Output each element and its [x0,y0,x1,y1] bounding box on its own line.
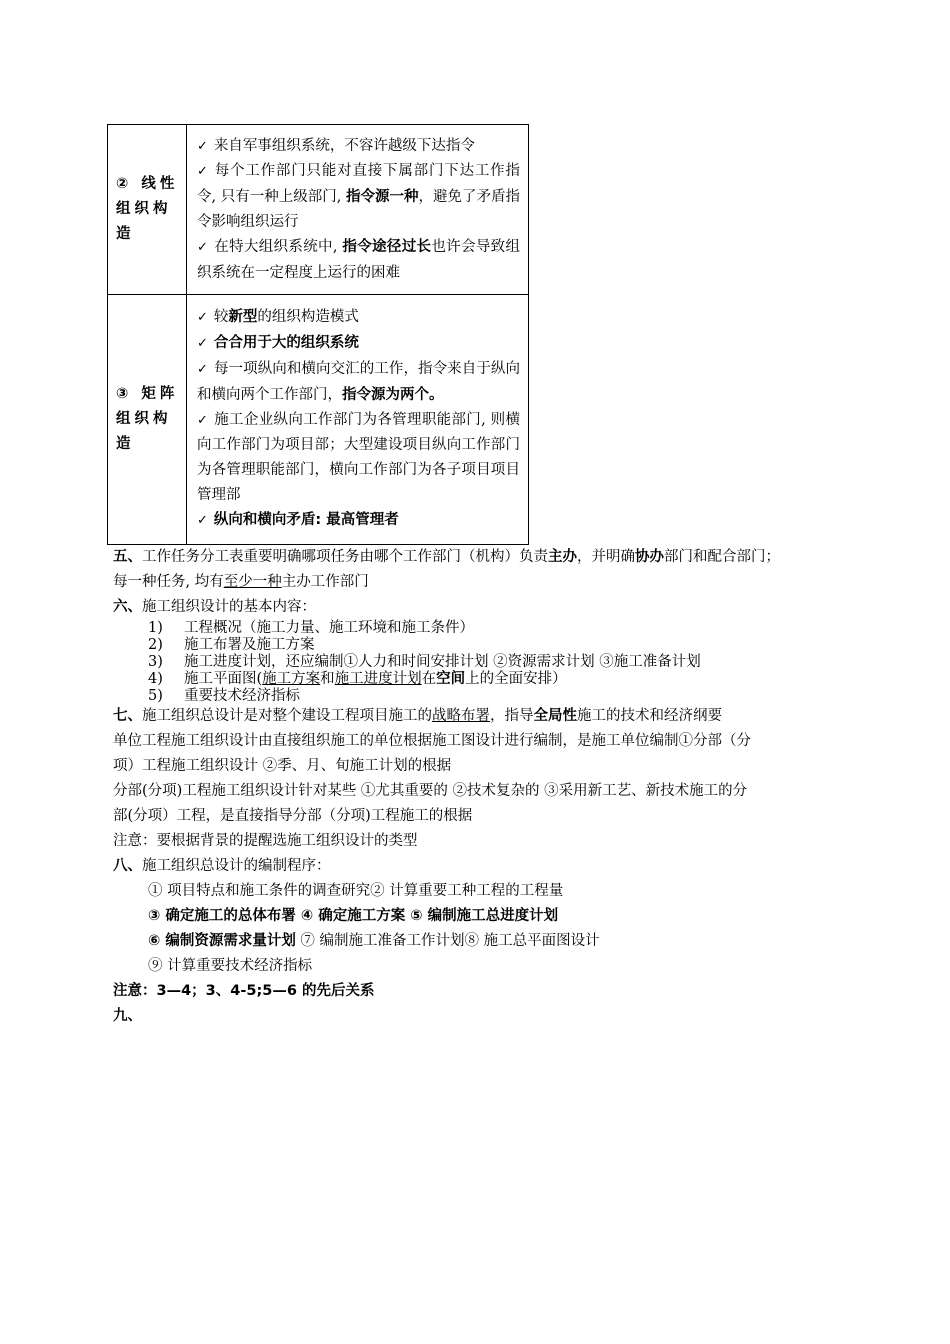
list-item: ✓ 较新型的组织构造模式 [197,309,359,326]
section-6-title: 六、施工组织设计的基本内容： [113,599,316,615]
section-7-heading: 七、 [113,708,142,724]
section-5-line-2: 每一种任务, 均有至少一种主办工作部门 [113,574,369,590]
section-6-heading: 六、 [113,599,142,615]
section-5-line-1: 五、工作任务分工表重要明确哪项任务由哪个工作部门（机构）负责主办，并明确协办部门和配合部门； [113,549,780,565]
table-row [108,295,529,545]
section-8-note: 注意：3—4；3、4-5;5—6 的先后关系 [113,983,375,999]
list-item: 1) 工程概况（施工力量、施工环境和施工条件） [148,620,474,636]
list-item: ✓ 来自军事组织系统，不容许越级下达指令 [197,137,475,154]
section-7-line-1: 七、施工组织总设计是对整个建设工程项目施工的战略布署，指导全局性施工的技术和经济纲要 [113,708,722,724]
list-item: ✓ 每个工作部门只能对直接下属部门下达工作指令, 只有一种上级部门, 指令源一种，避免了矛盾指令影响组织运行 [197,163,521,230]
checkmark-icon: ✓ [197,412,209,428]
row-label-cell [108,125,187,295]
list-item: ⑥ 编制资源需求量计划 ⑦ 编制施工准备工作计划⑧ 施工总平面图设计 [148,933,600,949]
list-item: 2) 施工布署及施工方案 [148,637,315,653]
section-8-title: 八、施工组织总设计的编制程序： [113,858,331,874]
paragraph-line: 分部(分项)工程施工组织设计针对某些 ①尤其重要的 ②技术复杂的 ③采用新工艺、新技术施工的分 [113,783,748,799]
matrix-structure-label: ③ 矩阵组织构造 [116,386,179,452]
row-content-cell [187,295,529,545]
paragraph-line: 单位工程施工组织设计由直接组织施工的单位根据施工图设计进行编制，是施工单位编制①分部（分 [113,733,751,749]
list-item: 3) 施工进度计划，还应编制①人力和时间安排计划 ②资源需求计划 ③施工准备计划 [148,654,701,670]
list-item: ③ 确定施工的总体布署 ④ 确定施工方案 ⑤ 编制施工总进度计划 [148,908,559,924]
section-5-heading: 五、 [113,549,142,565]
section-7-note: 注意：要根据背景的提醒选施工组织设计的类型 [113,833,418,849]
checkmark-icon: ✓ [197,138,208,154]
checkmark-icon: ✓ [197,164,209,180]
list-item: ✓ 每一项纵向和横向交汇的工作，指令来自于纵向和横向两个工作部门，指令源为两个。 [197,361,520,403]
checkmark-icon: ✓ [197,336,208,352]
list-item: ✓ 纵向和横向矛盾: 最高管理者 [197,511,399,528]
paragraph-line: 部(分项）工程，是直接指导分部（分项)工程施工的根据 [113,808,473,824]
org-structure-table [107,124,529,545]
checkmark-icon: ✓ [197,310,208,326]
list-item: ✓ 合合用于大的组织系统 [197,335,359,352]
list-item: ⑨ 计算重要技术经济指标 [148,958,313,974]
row-content-cell [187,125,529,295]
list-item: ✓ 施工企业纵向工作部门为各管理职能部门, 则横向工作部门为项目部；大型建设项目纵向工作部门为各管理职能部门，横向工作部门为各子项目项目管理部 [197,411,520,503]
checkmark-icon: ✓ [197,512,208,528]
row-label-cell [108,295,187,545]
checkmark-icon: ✓ [197,239,209,255]
section-9-heading: 九、 [113,1008,142,1024]
linear-structure-label: ② 线性组织构造 [116,176,179,242]
list-item: 4) 施工平面图(施工方案和施工进度计划在空间上的全面安排） [148,671,567,687]
list-item: 5) 重要技术经济指标 [148,688,300,704]
list-item: ① 项目特点和施工条件的调查研究② 计算重要工种工程的工程量 [148,883,564,899]
checkmark-icon: ✓ [197,362,208,377]
paragraph-line: 项）工程施工组织设计 ②季、月、旬施工计划的根据 [113,758,452,774]
section-8-heading: 八、 [113,858,142,874]
table-row [108,125,529,295]
list-item: ✓ 在特大组织系统中, 指令途径过长也许会导致组织系统在一定程度上运行的困难 [197,238,521,281]
